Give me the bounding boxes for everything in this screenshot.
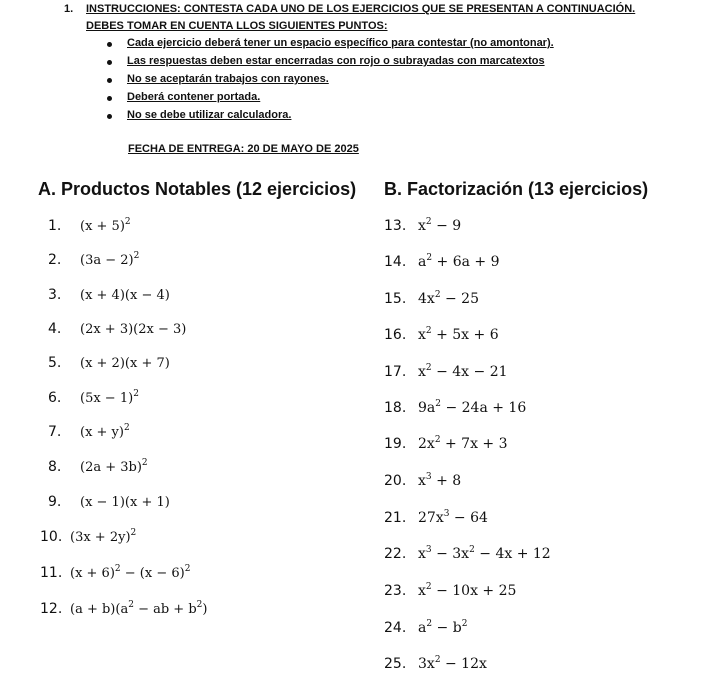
exercise-item: 19. $2x^2 + 7x + 3$	[384, 435, 508, 452]
bullet-text-4: Deberá contener portada.	[127, 91, 261, 103]
exercise-item: 23. $x^2 - 10x + 25$	[384, 582, 517, 599]
section-a-title: A. Productos Notables (12 ejercicios)	[38, 179, 357, 199]
bullet-text-2: Las respuestas deben estar encerradas con rojo o subrayadas con marcatextos	[127, 55, 545, 67]
instruction-line-1: INSTRUCCIONES: CONTESTA CADA UNO DE LOS EJERCICIOS QUE SE PRESENTAN A CONTINUACIÓN.	[86, 3, 636, 15]
bullet-icon	[107, 42, 112, 47]
exercise-item: 17. $x^2 - 4x - 21$	[384, 363, 508, 380]
due-date: FECHA DE ENTREGA: 20 DE MAYO DE 2025	[128, 143, 359, 155]
exercise-item: 7. $(x + y)^2$	[48, 423, 130, 440]
instruction-number: 1.	[64, 3, 74, 15]
exercise-item: 10. $(3x + 2y)^2$	[40, 528, 137, 545]
exercise-item: 4. (2x + 3)(2x − 3)	[48, 321, 187, 337]
exercise-item: 9. (x − 1)(x + 1)	[48, 494, 170, 510]
bullet-text-5: No se debe utilizar calculadora.	[127, 109, 292, 121]
bullet-text-3: No se aceptarán trabajos con rayones.	[127, 73, 329, 85]
exercise-item: 1. $(x + 5)^2$	[48, 217, 131, 234]
bullet-text-1: Cada ejercicio deberá tener un espacio específico para contestar (no amontonar).	[127, 37, 554, 49]
instruction-line-2: DEBES TOMAR EN CUENTA LLOS SIGUIENTES PUNTOS:	[86, 20, 388, 32]
exercise-item: 21. $27x^3 - 64$	[384, 509, 488, 526]
exercise-item: 14. $a^2 + 6a + 9$	[384, 253, 500, 270]
bullet-icon	[107, 96, 112, 101]
exercise-item: 22. $x^3 - 3x^2 - 4x + 12$	[384, 545, 551, 562]
exercise-item: 24. $a^2 - b^2$	[384, 619, 468, 636]
exercise-item: 6. $(5x - 1)^2$	[48, 389, 139, 406]
exercise-item: 12. $(a + b)(a^2$ − ab + $b^2$)	[40, 600, 208, 617]
exercise-item: 11. $(x + 6)^2 - (x - 6)^2$	[40, 564, 191, 581]
exercise-item: 20. $x^3 + 8$	[384, 472, 462, 489]
bullet-icon	[107, 60, 112, 65]
exercise-item: 3. (x + 4)(x − 4)	[48, 287, 170, 303]
exercise-item: 13. $x^2 - 9$	[384, 217, 462, 234]
bullet-icon	[107, 114, 112, 119]
exercise-item: 18. $9a^2 - 24a + 16$	[384, 399, 527, 416]
exercise-item: 2. $(3a - 2)^2$	[48, 251, 140, 268]
exercise-item: 8. $(2a + 3b)^2$	[48, 458, 148, 475]
bullet-icon	[107, 78, 112, 83]
exercise-item: 25. $3x^2 - 12x$	[384, 655, 487, 672]
exercise-item: 5. (x + 2)(x + 7)	[48, 355, 170, 371]
exercise-item: 16. $x^2 + 5x + 6$	[384, 326, 499, 343]
section-b-title: B. Factorización (13 ejercicios)	[384, 179, 649, 199]
exercise-item: 15. $4x^2 - 25$	[384, 290, 479, 307]
